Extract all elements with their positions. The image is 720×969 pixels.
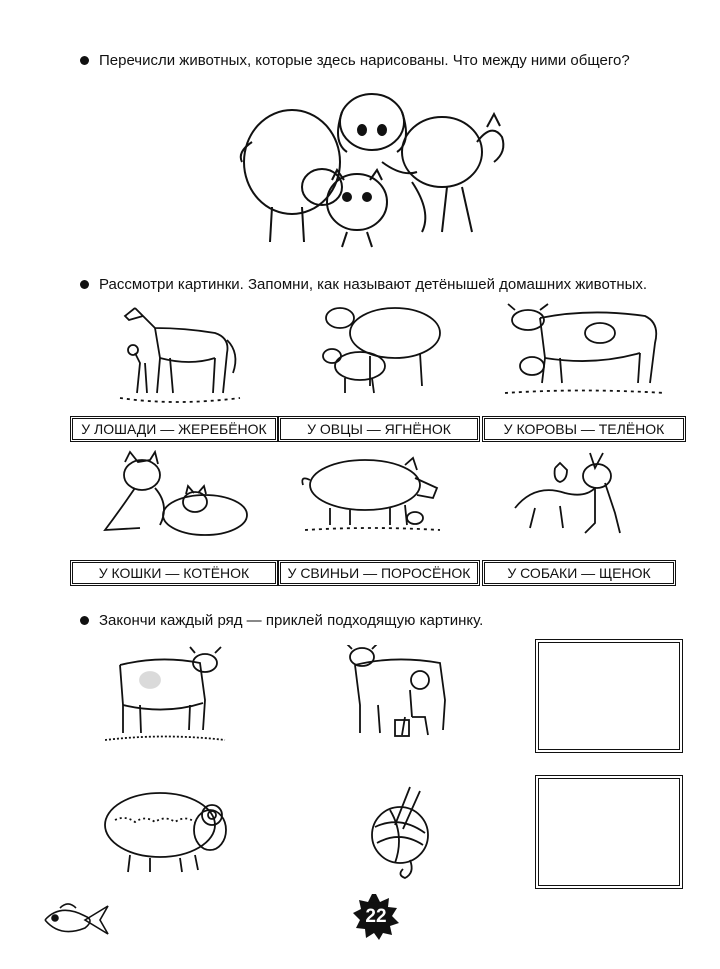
task-2 [80,276,647,293]
sheep-and-lamb-icon [310,298,445,398]
label-horse: У ЛОШАДИ — ЖЕРЕБЁНОК [72,418,276,440]
page-number: 22 [365,906,387,927]
cow-and-calf-icon [500,298,670,398]
task-1 [80,52,630,69]
answer-box-2[interactable] [538,778,680,886]
task-1-text: Перечисли животных, которые здесь нарисованы. Что между ними общего? [99,52,630,69]
label-cow: У КОРОВЫ — ТЕЛЁНОК [484,418,684,440]
pig-and-piglet-icon [295,450,445,535]
bullet-icon [80,56,89,65]
bullet-icon [80,616,89,625]
task-2-text: Рассмотри картинки. Запомни, как называют детёнышей домашних животных. [99,276,648,293]
dog-and-puppy-icon [505,448,655,538]
cow-and-milkmaid-icon [340,645,470,750]
fish-icon [40,898,112,943]
horse-and-foal-icon [115,298,245,408]
yarn-ball-and-needles-icon [355,785,455,880]
bullet-icon [80,280,89,289]
task-3 [80,612,483,629]
label-pig: У СВИНЬИ — ПОРОСЁНОК [280,562,478,584]
label-cat: У КОШКИ — КОТЁНОК [72,562,276,584]
ram-icon [100,780,235,875]
cow-standing-icon [105,645,230,750]
task-3-text: Закончи каждый ряд — приклей подходящую картинку. [99,612,484,629]
farm-animals-group-icon [232,82,522,252]
answer-box-1[interactable] [538,642,680,750]
label-dog: У СОБАКИ — ЩЕНОК [484,562,674,584]
cat-and-kitten-icon [100,450,250,545]
label-sheep: У ОВЦЫ — ЯГНЁНОК [280,418,478,440]
